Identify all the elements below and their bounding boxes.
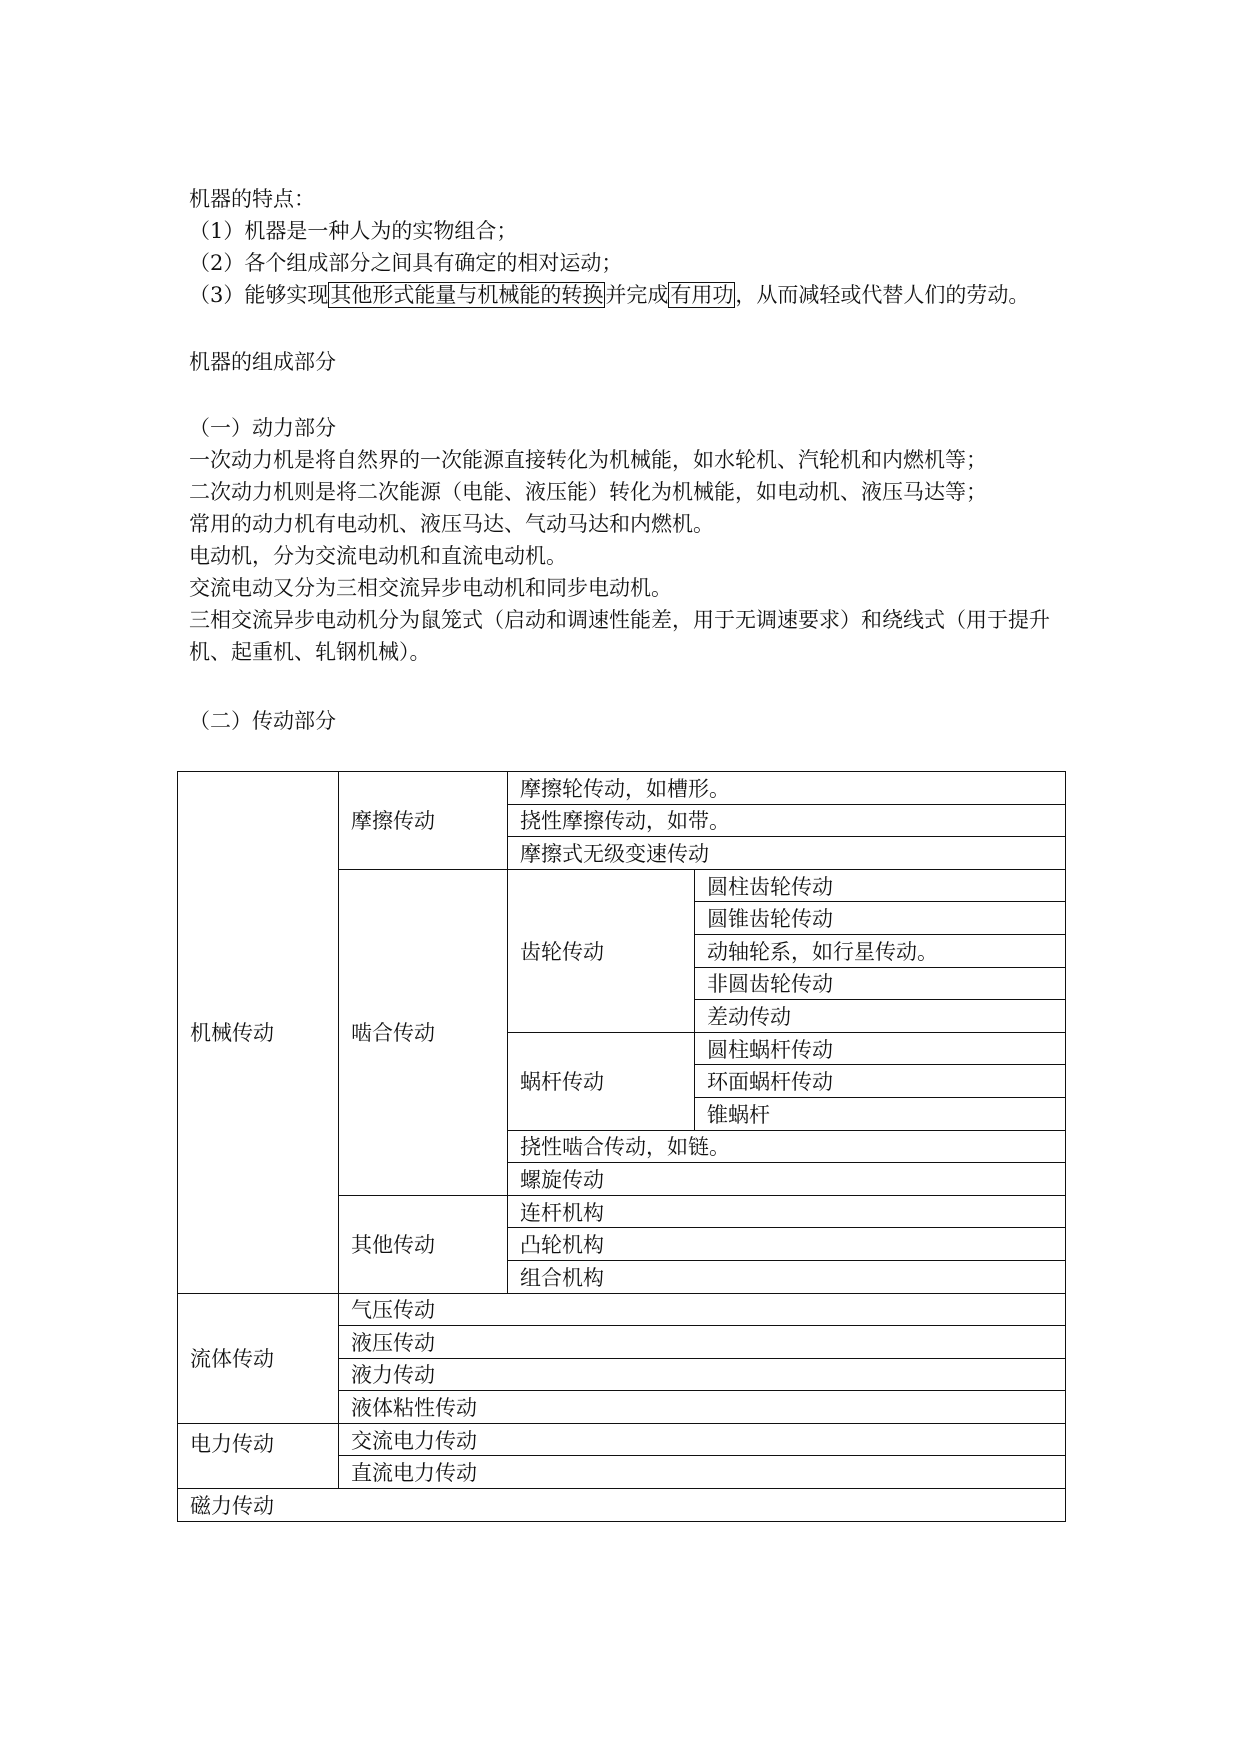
- cell-other: 其他传动: [339, 1195, 508, 1293]
- cell-other-item-2: 凸轮机构: [508, 1228, 1066, 1261]
- cell-gear-item-5: 差动传动: [695, 1000, 1066, 1033]
- cell-fluid-item-2: 液压传动: [339, 1326, 1066, 1359]
- boxed-energy-conversion: 其他形式能量与机械能的转换: [330, 283, 604, 307]
- table-row: [178, 1423, 1066, 1456]
- power-line-3: 常用的动力机有电动机、液压马达、气动马达和内燃机。: [189, 512, 714, 536]
- cell-other-item-3: 组合机构: [508, 1260, 1066, 1293]
- power-line-6: 三相交流异步电动机分为鼠笼式（启动和调速性能差，用于无调速要求）和绕线式（用于提升机、起重机、轧钢机械）。: [189, 608, 1050, 664]
- transmission-heading: （二）传动部分: [189, 709, 336, 733]
- cell-worm-item-1: 圆柱蜗杆传动: [695, 1032, 1066, 1065]
- cell-friction-item-2: 挠性摩擦传动，如带。: [508, 804, 1066, 837]
- cell-friction-item-1: 摩擦轮传动，如槽形。: [508, 772, 1066, 805]
- cell-fluid-item-4: 液体粘性传动: [339, 1391, 1066, 1424]
- feature-item-2: （2）各个组成部分之间具有确定的相对运动；: [189, 251, 623, 275]
- cell-fluid-item-1: 气压传动: [339, 1293, 1066, 1326]
- cell-gear-item-2: 圆锥齿轮传动: [695, 902, 1066, 935]
- cell-gear: 齿轮传动: [508, 869, 695, 1032]
- transmission-table: [177, 771, 1066, 1522]
- cell-electric-item-1: 交流电力传动: [339, 1423, 1066, 1456]
- feature-item-1: （1）机器是一种人为的实物组合；: [189, 219, 518, 243]
- power-body: [189, 444, 1069, 668]
- feature-item-3-suffix: ，从而减轻或代替人们的劳动。: [735, 283, 1030, 307]
- table-row: [178, 772, 1066, 805]
- cell-meshing-other-1: 挠性啮合传动，如链。: [508, 1130, 1066, 1163]
- cell-magnetic: 磁力传动: [178, 1489, 1066, 1522]
- cell-other-item-1: 连杆机构: [508, 1195, 1066, 1228]
- cell-meshing: 啮合传动: [339, 869, 508, 1195]
- table-row: [178, 1293, 1066, 1326]
- cell-worm: 蜗杆传动: [508, 1032, 695, 1130]
- power-heading: （一）动力部分: [189, 416, 336, 440]
- components-heading: 机器的组成部分: [189, 350, 336, 374]
- cell-fluid: 流体传动: [178, 1293, 339, 1423]
- power-line-5: 交流电动又分为三相交流异步电动机和同步电动机。: [189, 576, 672, 600]
- cell-fluid-item-3: 液力传动: [339, 1358, 1066, 1391]
- cell-meshing-other-2: 螺旋传动: [508, 1163, 1066, 1196]
- features-block: [189, 183, 1069, 311]
- cell-gear-item-3: 动轴轮系，如行星传动。: [695, 934, 1066, 967]
- feature-item-3-mid: 并完成: [605, 283, 669, 307]
- cell-mechanical: 机械传动: [178, 772, 339, 1294]
- cell-gear-item-1: 圆柱齿轮传动: [695, 869, 1066, 902]
- feature-item-3: [189, 279, 1069, 311]
- power-line-4: 电动机，分为交流电动机和直流电动机。: [189, 544, 567, 568]
- cell-worm-item-3: 锥蜗杆: [695, 1097, 1066, 1130]
- feature-item-3-prefix: （3）能够实现: [189, 283, 329, 307]
- table-row: [178, 1489, 1066, 1522]
- power-line-2: 二次动力机则是将二次能源（电能、液压能）转化为机械能，如电动机、液压马达等；: [189, 480, 987, 504]
- cell-friction: 摩擦传动: [339, 772, 508, 870]
- boxed-useful-work: 有用功: [670, 283, 734, 307]
- cell-gear-item-4: 非圆齿轮传动: [695, 967, 1066, 1000]
- cell-worm-item-2: 环面蜗杆传动: [695, 1065, 1066, 1098]
- cell-friction-item-3: 摩擦式无级变速传动: [508, 837, 1066, 870]
- cell-electric: 电力传动: [178, 1423, 339, 1488]
- features-heading: 机器的特点：: [189, 187, 315, 211]
- cell-electric-item-2: 直流电力传动: [339, 1456, 1066, 1489]
- power-line-1: 一次动力机是将自然界的一次能源直接转化为机械能，如水轮机、汽轮机和内燃机等；: [189, 448, 987, 472]
